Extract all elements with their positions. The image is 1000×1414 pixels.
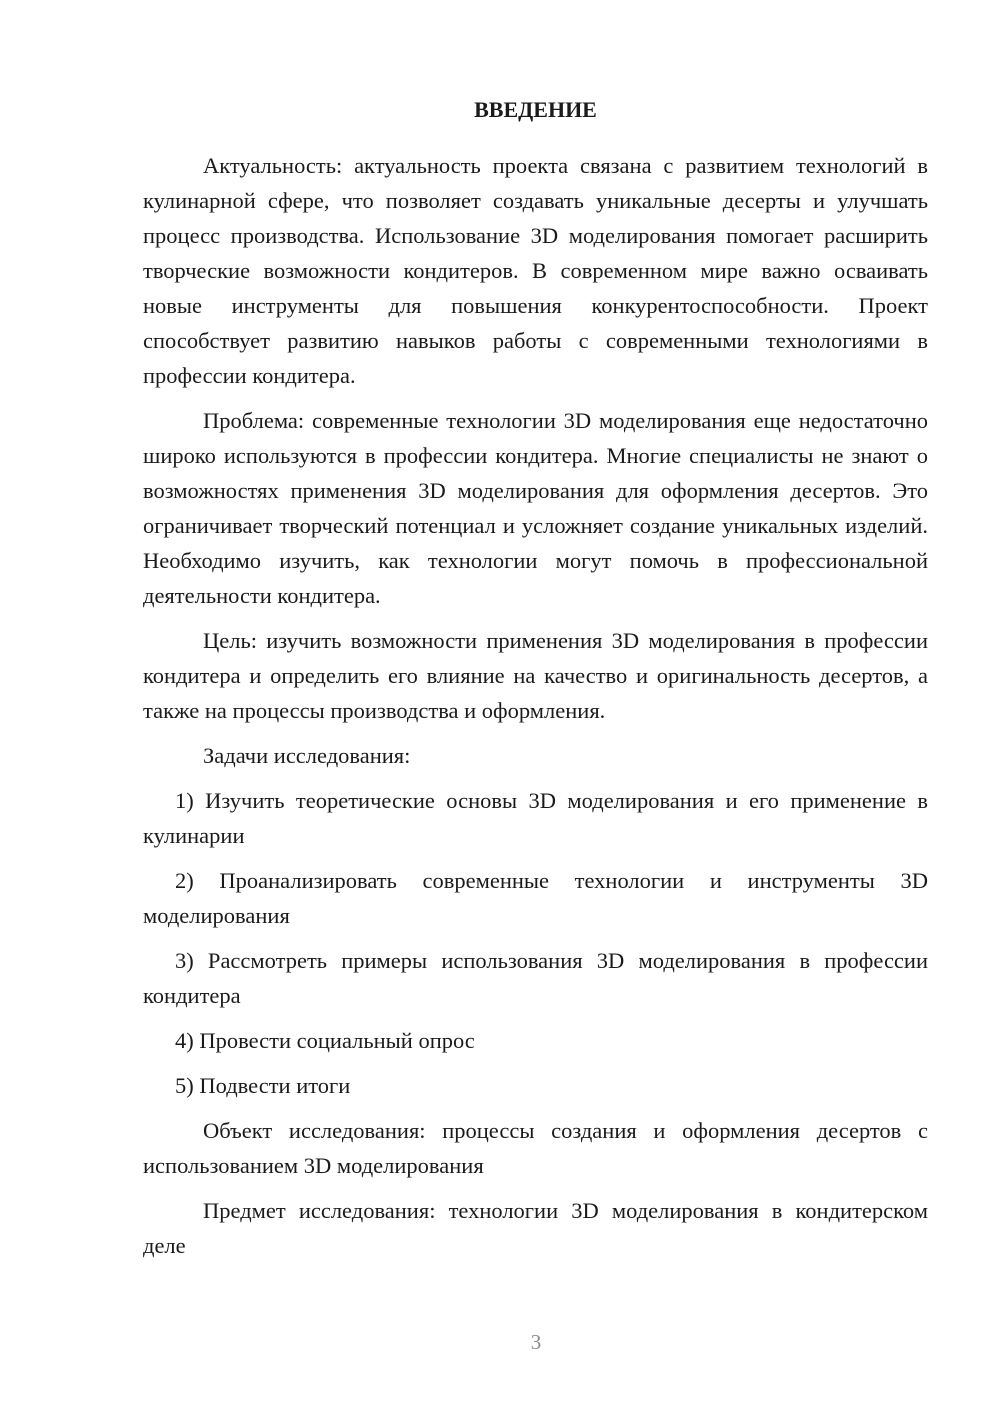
task-item-4: 4) Провести социальный опрос [175,1028,475,1053]
task-item-2: 2) Проанализировать современные технологии и инструменты 3D моделирования [143,868,928,928]
task-item-1: 1) Изучить теоретические основы 3D моделирования и его применение в кулинарии [143,788,928,848]
task-item-5: 5) Подвести итоги [175,1073,351,1098]
goal-paragraph: Цель: изучить возможности применения 3D моделирования в профессии кондитера и определить его влияние на качество и оригинальность десертов, а также на процессы производства и оформления. [143,628,928,723]
problem-paragraph: Проблема: современные технологии 3D моделирования еще недостаточно широко используются в профессии кондитера. Многие специалисты не знают о возможностях применения 3D моделирования для оформления десертов. Это ограничивает творческий потенциал и усложняет создание уникальных изделий. Необходимо изучить, как технологии могут помочь в профессиональной деятельности кондитера. [143,408,928,608]
tasks-list [143,783,928,1103]
tasks-heading: Задачи исследования: [203,743,411,768]
document-body [143,92,928,1263]
subject-paragraph: Предмет исследования: технологии 3D моделирования в кондитерском деле [143,1198,928,1258]
task-item-3: 3) Рассмотреть примеры использования 3D моделирования в профессии кондитера [143,948,928,1008]
object-paragraph: Объект исследования: процессы создания и оформления десертов с использованием 3D моделирования [143,1118,928,1178]
relevance-paragraph: Актуальность: актуальность проекта связана с развитием технологий в кулинарной сфере, что позволяет создавать уникальные десерты и улучшать процесс производства. Использование 3D моделирования помогает расширить творческие возможности кондитеров. В современном мире важно осваивать новые инструменты для повышения конкурентоспособности. Проект способствует развитию навыков работы с современными технологиями в профессии кондитера. [143,153,928,388]
page-title: ВВЕДЕНИЕ [474,97,597,122]
page-number: 3 [530,1330,542,1354]
